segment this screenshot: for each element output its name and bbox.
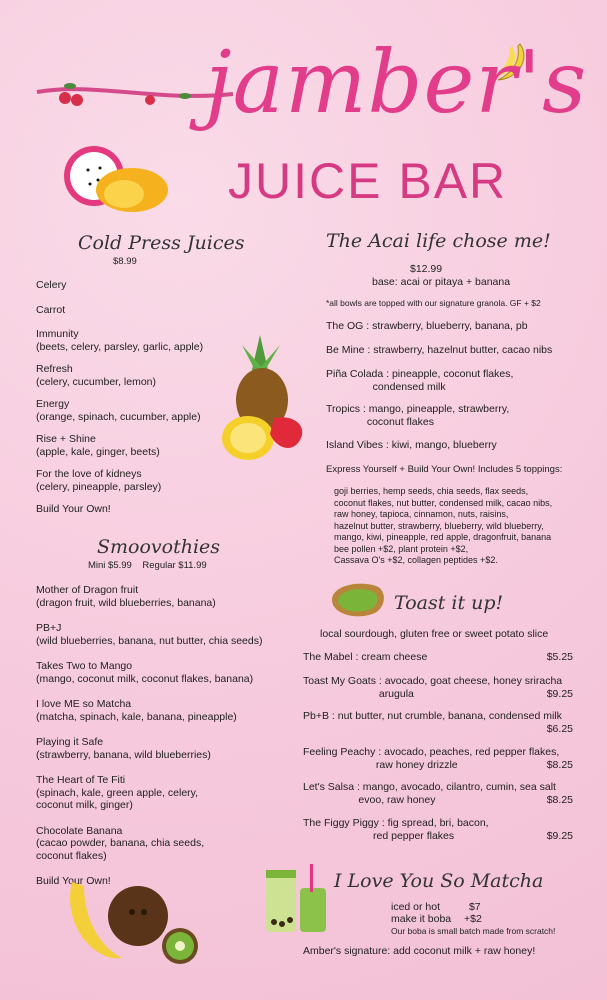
toast-price: $8.25: [546, 759, 573, 771]
matcha-signature: Amber's signature: add coconut milk + raw honey!: [303, 945, 536, 957]
smoothies-title: Smoovothies: [97, 536, 221, 558]
list-item: I love ME so Matcha (matcha, spinach, kale, banana, pineapple): [36, 698, 237, 723]
pineapple-lemon-strawberry-icon: [212, 330, 312, 470]
list-item: Celery: [36, 279, 67, 291]
list-item: The Heart of Te Fiti (spinach, kale, green apple, celery, coconut milk, ginger): [36, 774, 199, 811]
list-item: Build Your Own!: [36, 875, 111, 887]
list-item: Playing it Safe (strawberry, banana, wild blueberries): [36, 736, 211, 761]
toast-price: $9.25: [546, 830, 573, 842]
list-item: For the love of kidneys (celery, pineapple, parsley): [36, 468, 162, 493]
toast-price: $6.25: [546, 723, 573, 735]
acai-byo-title: Express Yourself + Build Your Own! Includes 5 toppings:: [326, 464, 563, 475]
toast-title: Toast it up!: [394, 592, 504, 614]
cold-press-price: $8.99: [113, 256, 137, 267]
avocado-toast-icon: [328, 580, 388, 620]
toast-row: [303, 746, 573, 772]
acai-price: $12.99: [410, 263, 443, 275]
list-item: Takes Two to Mango (mango, coconut milk, coconut flakes, banana): [36, 660, 254, 685]
matcha-line-2: [391, 913, 482, 925]
list-item: Be Mine : strawberry, hazelnut butter, cacao nibs: [326, 344, 553, 356]
matcha-line-1: [391, 901, 481, 913]
toast-name: Let's Salsa : mango, avocado, cilantro, cumin, sea salt evoo, raw honey: [303, 781, 556, 806]
smoothies-price: Mini $5.99 Regular $11.99: [88, 560, 207, 571]
toast-name: Toast My Goats : avocado, goat cheese, honey sriracha arugula: [303, 675, 563, 700]
matcha-line-label: make it boba: [391, 913, 452, 925]
toast-name: Pb+B : nut butter, nut crumble, banana, condensed milk: [303, 710, 562, 722]
toast-price: $5.25: [546, 651, 573, 663]
matcha-title: I Love You So Matcha: [334, 870, 544, 892]
matcha-boba-drinks-icon: [262, 858, 332, 938]
list-item: Tropics : mango, pineapple, strawberry, coconut flakes: [326, 403, 510, 428]
list-item: Chocolate Banana (cacao powder, banana, chia seeds, coconut flakes): [36, 824, 205, 862]
list-item: Energy (orange, spinach, cucumber, apple): [36, 398, 201, 423]
toast-name: The Mabel : cream cheese: [303, 651, 428, 663]
toast-name: The Figgy Piggy : fig spread, bri, bacon, red pepper flakes: [303, 817, 489, 842]
acai-base: base: acai or pitaya + banana: [372, 276, 511, 288]
toast-row: [303, 817, 573, 843]
matcha-note: Our boba is small batch made from scratch!: [391, 926, 556, 936]
toast-row: [303, 781, 573, 807]
banana-coconut-kiwi-icon: [62, 872, 212, 972]
matcha-line-price: +$2: [464, 913, 482, 925]
toast-price: $9.25: [546, 688, 573, 700]
matcha-line-price: $7: [468, 901, 481, 913]
toast-price: $8.25: [546, 794, 573, 806]
toast-name: Feeling Peachy : avocado, peaches, red pepper flakes, raw honey drizzle: [303, 746, 560, 771]
list-item: Carrot: [36, 303, 66, 316]
brand-subtitle: JUICE BAR: [228, 153, 508, 209]
list-item: PB+J (wild blueberries, banana, nut butter, chia seeds): [36, 622, 263, 647]
list-item: Build Your Own!: [36, 503, 111, 515]
cold-press-title: Cold Press Juices: [78, 232, 245, 254]
list-item: Mother of Dragon fruit (dragon fruit, wild blueberries, banana): [36, 584, 216, 609]
dragonfruit-mango-icon: [60, 140, 170, 220]
brand-title: jamber's: [205, 33, 588, 133]
acai-title: The Acai life chose me!: [326, 230, 551, 252]
list-item: Piña Colada : pineapple, coconut flakes, condensed milk: [326, 368, 514, 393]
list-item: Immunity (beets, celery, parsley, garlic, apple): [36, 328, 204, 353]
toast-sub: local sourdough, gluten free or sweet potato slice: [320, 628, 549, 640]
acai-byo-list: goji berries, hemp seeds, chia seeds, flax seeds, coconut flakes, nut butter, condensed milk, cacao nibs, raw honey, tapioca, cinnamon, nuts, raisins, hazelnut butter, strawberry, blueberry, wild blueberry, mango, kiwi, pineapple, red apple, dragonfruit, banana bee pollen +$2, plant protein +$2, Cassava O's +$2, collagen peptides +$2.: [334, 486, 553, 565]
toast-row: [303, 710, 573, 735]
list-item: Rise + Shine (apple, kale, ginger, beets): [36, 433, 160, 458]
list-item: The OG : strawberry, blueberry, banana, pb: [326, 320, 528, 332]
list-item: Island Vibes : kiwi, mango, blueberry: [326, 439, 497, 451]
toast-row: [303, 675, 573, 701]
list-item: Refresh (celery, cucumber, lemon): [36, 363, 157, 388]
acai-note: *all bowls are topped with our signature granola. GF + $2: [326, 298, 541, 308]
smoothies-list: [36, 584, 286, 898]
matcha-line-label: iced or hot: [391, 901, 441, 913]
toast-row: [303, 651, 573, 664]
